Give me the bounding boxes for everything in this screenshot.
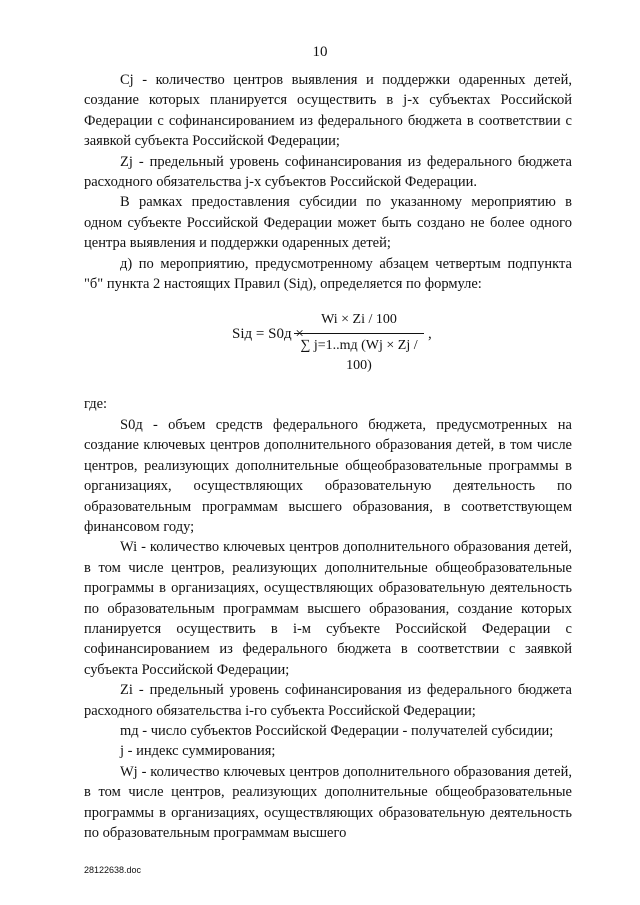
- paragraph-item-d: д) по мероприятию, предусмотренному абзацем четвертым подпункта "б" пункта 2 настоящих Правил (Siд), определяется по формуле:: [84, 255, 572, 293]
- paragraph-wi: Wi - количество ключевых центров дополнительного образования детей, в том числе центров, реализующих дополнительные общеобразовательные программы в организациях, осуществляющих образовательную деятельность по образовательным программам высшего образования, создание которых планируется осуществить в i-м субъекте Российской Федерации с софинансированием из федерального бюджета в соответствии с заявкой субъекта Российской Федерации;: [84, 539, 572, 678]
- page-number: 10: [312, 44, 328, 60]
- where-label: где:: [84, 396, 108, 413]
- formula-fraction: [294, 310, 424, 376]
- formula-tail: ,: [428, 326, 432, 343]
- paragraph-cj: Cj - количество центров выявления и поддержки одаренных детей, создание которых планируется осуществить в j-х субъектах Российской Федерации с софинансированием из федерального бюджета в соответствии с заявкой субъекта Российской Федерации;: [84, 72, 572, 150]
- paragraph-md: mд - число субъектов Российской Федерации - получателей субсидии;: [120, 722, 554, 739]
- paragraph-zi: Zi - предельный уровень софинансирования из федерального бюджета расходного обязательства i-го субъекта Российской Федерации;: [84, 682, 572, 719]
- paragraph-subsidy-note: В рамках предоставления субсидии по указанному мероприятию в одном субъекте Российской Федерации может быть создано не более одного центра выявления и поддержки одаренных детей;: [84, 194, 572, 252]
- formula-numerator: Wi × Zi / 100: [294, 310, 424, 333]
- paragraph-s0d: S0д - объем средств федерального бюджета, предусмотренных на создание ключевых центров дополнительного образования детей, в том числе центров, реализующих дополнительные общеобразовательные программы в организациях, осуществляющих образовательную деятельность по образовательным программам высшего образования, в соответствующем финансовом году;: [84, 416, 572, 535]
- formula-denominator: ∑ j=1..mд (Wj × Zj / 100): [300, 337, 418, 374]
- footer-filename: 28122638.doc: [84, 865, 142, 875]
- paragraph-zj: Zj - предельный уровень софинансирования из федерального бюджета расходного обязательства j-х субъектов Российской Федерации.: [84, 153, 572, 191]
- formula-lhs: Siд = S0д ×: [232, 326, 304, 343]
- document-body: [84, 70, 572, 843]
- paragraph-j-index: j - индекс суммирования;: [120, 743, 276, 760]
- formula: [84, 304, 572, 374]
- paragraph-wj: Wj - количество ключевых центров дополнительного образования детей, в том числе центров, реализующих дополнительные общеобразовательные программы в организациях, осуществляющих образовательную деятельность по образовательным программам высшего: [84, 763, 572, 841]
